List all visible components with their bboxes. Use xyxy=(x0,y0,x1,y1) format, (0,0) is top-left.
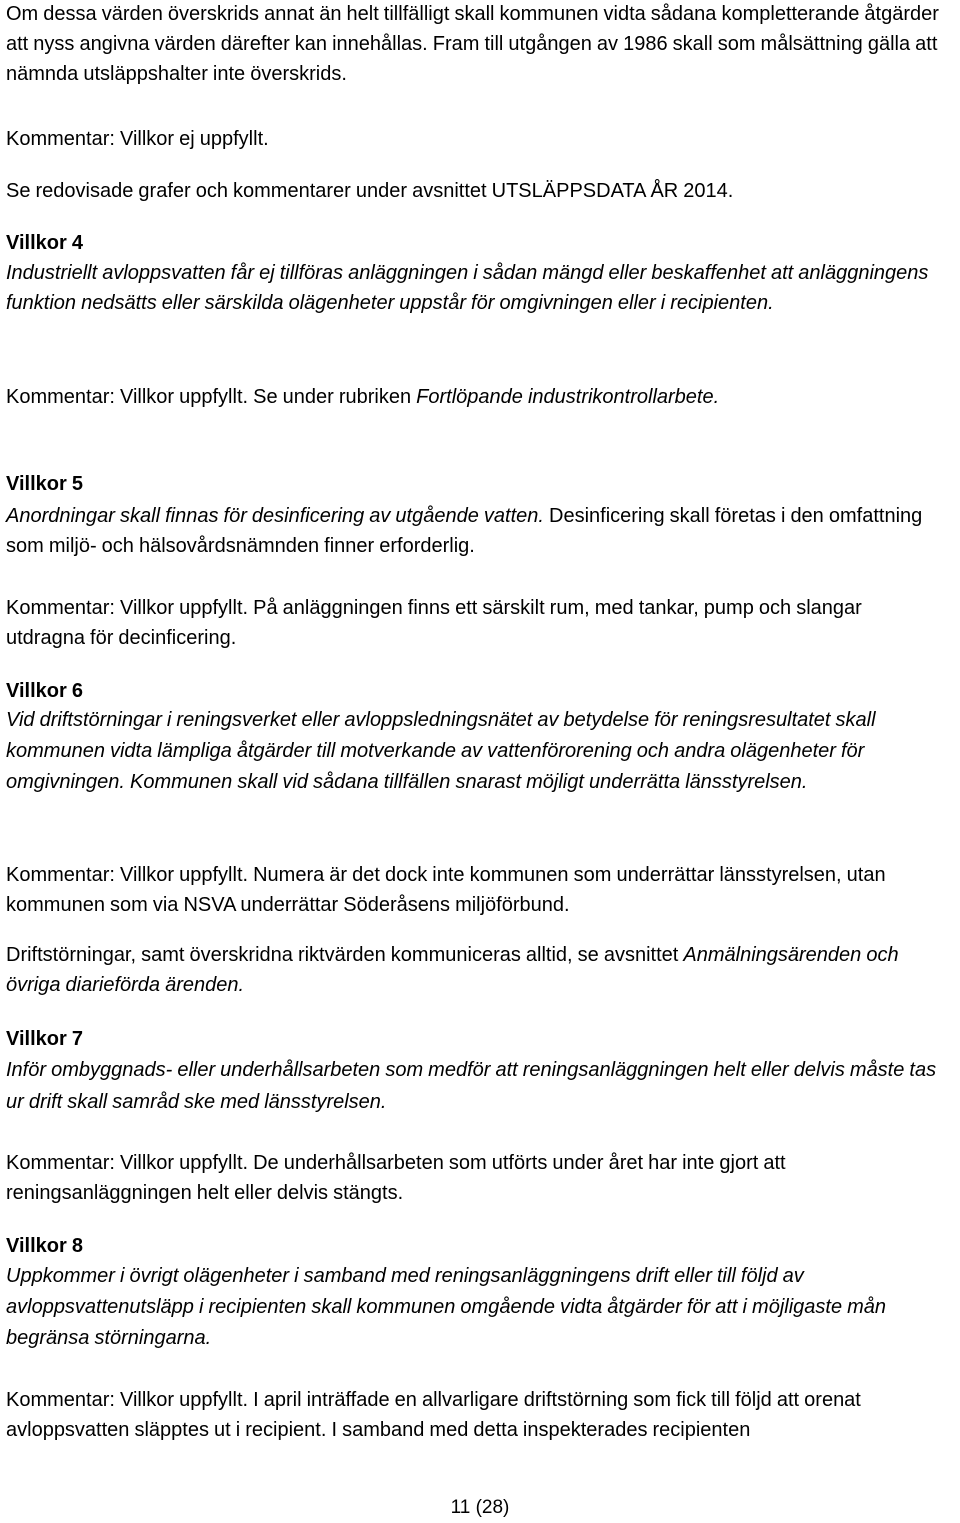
comment-villkor-3: Kommentar: Villkor ej uppfyllt. xyxy=(6,128,269,150)
heading-villkor-7: Villkor 7 xyxy=(6,1028,83,1050)
note-villkor-6 xyxy=(6,940,936,1000)
comment-villkor-8: Kommentar: Villkor uppfyllt. I april inträffade en allvarligare driftstörning som fick till följd att orenat avloppsvatten släpptes ut i recipient. I samband med detta inspekterades recipienten xyxy=(6,1389,861,1441)
heading-villkor-5: Villkor 5 xyxy=(6,473,83,495)
condition-villkor-5-rest: Desinficering skall företas i den omfattning som miljö- och hälsovårdsnämnden finner erforderlig. xyxy=(6,505,923,557)
note-villkor-6-text: Driftstörningar, samt överskridna riktvärden kommuniceras alltid, se avsnittet xyxy=(6,944,684,966)
comment-villkor-4-ref: Fortlöpande industrikontrollarbete. xyxy=(416,386,720,408)
reference-paragraph: Se redovisade grafer och kommentarer under avsnittet UTSLÄPPSDATA ÅR 2014. xyxy=(6,180,734,202)
condition-villkor-8: Uppkommer i övrigt olägenheter i samband med reningsanläggningens drift eller till följd av avloppsvattenutsläpp i recipienten skall kommunen omgående vidta åtgärder för att i möjligaste mån begränsa störningarna. xyxy=(6,1265,887,1349)
condition-villkor-5 xyxy=(6,501,958,561)
comment-villkor-5: Kommentar: Villkor uppfyllt. På anläggningen finns ett särskilt rum, med tankar, pump och slangar utdragna för decinficering. xyxy=(6,597,862,649)
comment-villkor-4-text: Kommentar: Villkor uppfyllt. Se under rubriken xyxy=(6,386,417,408)
condition-villkor-7: Inför ombyggnads- eller underhållsarbeten som medför att reningsanläggningen helt eller delvis måste tas ur drift skall samråd ske med länsstyrelsen. xyxy=(6,1059,937,1113)
comment-villkor-7: Kommentar: Villkor uppfyllt. De underhållsarbeten som utförts under året har inte gjort att reningsanläggningen helt eller delvis stängts. xyxy=(6,1152,786,1204)
comment-villkor-6: Kommentar: Villkor uppfyllt. Numera är det dock inte kommunen som underrättar länsstyrelsen, utan kommunen som via NSVA underrättar Söderåsens miljöförbund. xyxy=(6,864,886,916)
note-villkor-6-ref: Anmälningsärenden och övriga diarieförda ärenden. xyxy=(6,944,899,996)
heading-villkor-6: Villkor 6 xyxy=(6,680,83,702)
intro-paragraph: Om dessa värden överskrids annat än helt tillfälligt skall kommunen vidta sådana kompletterande åtgärder att nyss angivna värden därefter kan innehållas. Fram till utgången av 1986 skall som målsättning gälla att nämnda utsläppshalter inte överskrids. xyxy=(6,3,939,85)
page-number: 11 (28) xyxy=(450,1497,510,1518)
condition-villkor-5-italic: Anordningar skall finnas för desinficering av utgående vatten. xyxy=(6,505,544,527)
condition-villkor-6: Vid driftstörningar i reningsverket eller avloppsledningsnätet av betydelse för reningsresultatet skall kommunen vidta lämpliga åtgärder till motverkande av vattenförorening och andra olägenheter för omgivningen. Kommunen skall vid sådana tillfällen snarast möjligt underrätta länsstyrelsen. xyxy=(6,709,876,793)
comment-villkor-4 xyxy=(6,382,719,412)
heading-villkor-8: Villkor 8 xyxy=(6,1235,83,1257)
condition-villkor-4: Industriellt avloppsvatten får ej tillföras anläggningen i sådan mängd eller beskaffenhet att anläggningens funktion nedsätts eller särskilda olägenheter uppstår för omgivningen eller i recipienten. xyxy=(6,262,929,314)
heading-villkor-4: Villkor 4 xyxy=(6,232,83,254)
